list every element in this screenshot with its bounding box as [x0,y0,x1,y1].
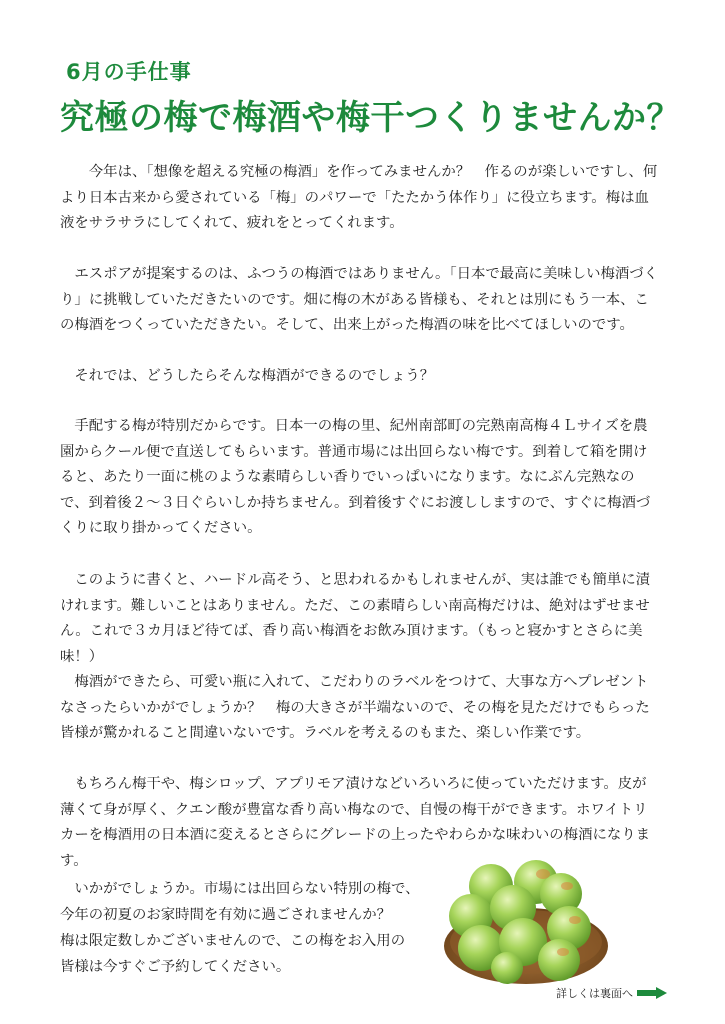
paragraph-easy: このように書くと、ハードル高そう、と思われるかもしれませんが、実は誰でも簡単に漬けれます。難しいことはありません。ただ、この素晴らしい南高梅だけは、絶対はずせません。これで３カ月ほど待てば、香り高い梅酒をお飲み頂けます。（もっと寝かすとさらに美味！） [60,572,651,665]
paragraph-question: それでは、どうしたらそんな梅酒ができるのでしょう？ [60,368,435,384]
paragraph-closing: いかがでしょうか。市場には出回らない特別の梅で、 今年の初夏のお家時間を有効に過ごされませんか？ 梅は限定数しかございませんので、この梅をお入用の 皆様は今すぐご予約してください。 [60,881,420,975]
footer-see-back [556,985,667,1001]
footer-note: 詳しくは裏面へ [556,987,633,1000]
paragraph-intro: 今年は、「想像を超える究極の梅酒」を作ってみませんか？ 作るのが楽しいですし、何より日本古来から愛されている「梅」のパワーで「たたかう体作り」に役立ちます。梅は血液をサラサラにしてくれて、疲れをとってくれます。 [60,164,658,232]
page-title: 究極の梅で梅酒や梅干つくりませんか？ [60,98,681,138]
paragraph-special-plum: 手配する梅が特別だからです。日本一の梅の里、紀州南部町の完熟南高梅４Ｌサイズを農園からクール便で直送してもらいます。普通市場には出回らない梅です。到着して箱を開けると、あたり一面に桃のような素晴らしい香りでいっぱいになります。なにぶん完熟なので、到着後２～３日ぐらいしか持ちません。到着後すぐにお渡ししますので、すぐに梅酒づくりに取り掛かってください。 [60,418,651,537]
arrow-right-icon [637,987,667,999]
paragraph-gift: 梅酒ができたら、可愛い瓶に入れて、こだわりのラベルをつけて、大事な方へプレゼントなさったらいかがでしょうか？ 梅の大きさが半端ないので、その梅を見ただけでもらった皆様が驚かれること間違いないです。ラベルを考えるのもまた、楽しい作業です。 [60,674,650,742]
paragraph-proposal: エスポアが提案するのは、ふつうの梅酒ではありません。「日本で最高に美味しい梅酒づくり」に挑戦していただきたいのです。畑に梅の木がある皆様も、それとは別にもう一本、この梅酒をつくっていただきたい。そして、出来上がった梅酒の味を比べてほしいのです。 [60,266,659,334]
paragraph-other-uses: もちろん梅干や、梅シロップ、アプリモア漬けなどいろいろに使っていただけます。皮が薄くて身が厚く、クエン酸が豊富な香り高い梅なので、自慢の梅干ができます。ホワイトリカーを梅酒用の日本酒に変えるとさらにグレードの上ったやわらかな味わいの梅酒になります。 [60,776,651,869]
plum-basket-illustration [441,856,611,986]
page-subtitle: 6月の手仕事 [66,60,192,84]
